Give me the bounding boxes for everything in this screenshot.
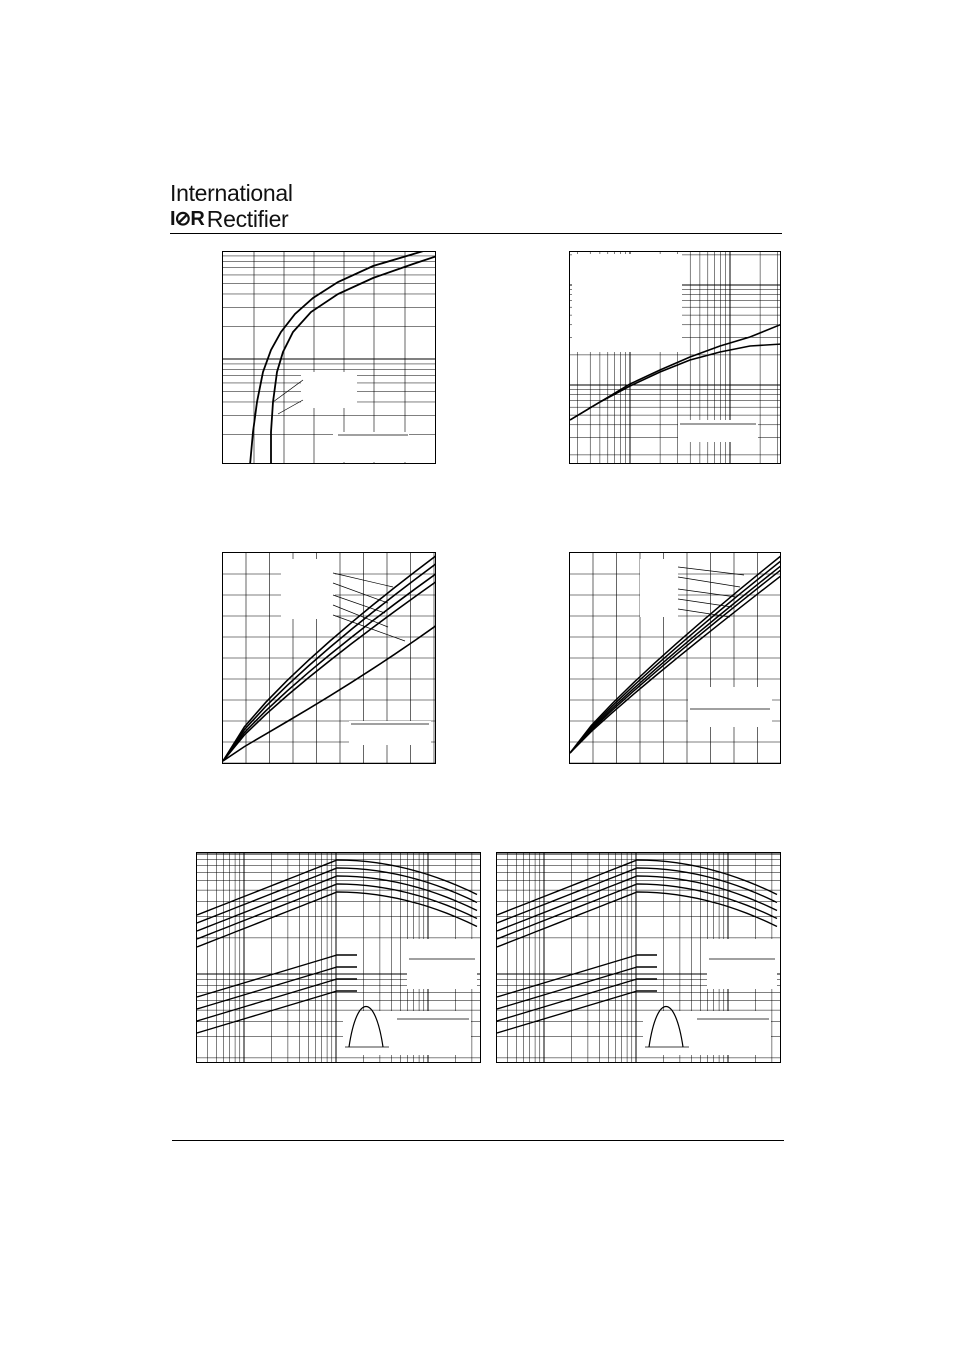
label-box: [688, 687, 772, 727]
chart-4: [569, 552, 781, 764]
chart-2-plot: [570, 252, 781, 464]
leader-line: [333, 595, 385, 613]
curve-6: [197, 955, 357, 997]
label-box: [407, 939, 477, 989]
label-box: [301, 372, 357, 408]
chart-5: [196, 852, 481, 1063]
leader-line: [273, 380, 303, 402]
chart-1: [222, 251, 436, 464]
label-box: [349, 721, 431, 745]
label-box: [707, 939, 777, 989]
curve-b: [570, 344, 781, 420]
label-box: [281, 559, 335, 619]
leader-line: [333, 583, 388, 603]
label-box: [643, 1011, 771, 1055]
chart-4-plot: [570, 553, 781, 764]
brand-international: International: [170, 180, 293, 206]
label-box: [333, 432, 409, 462]
chart-6: [496, 852, 781, 1063]
footer-rule: [172, 1140, 784, 1141]
leader-line: [333, 573, 393, 587]
label-box: [640, 559, 678, 617]
chart-6-plot: [497, 853, 781, 1063]
chart-5-plot: [197, 853, 481, 1063]
chart-3: [222, 552, 436, 764]
header-rule: [170, 233, 782, 234]
curve-6: [497, 955, 657, 997]
chart-2: [569, 251, 781, 464]
label-box: [678, 420, 758, 442]
label-box: [572, 254, 682, 352]
brand-rectifier: Rectifier: [206, 206, 289, 232]
brand-row: [170, 206, 288, 232]
chart-1-plot: [223, 252, 436, 464]
chart-3-plot: [223, 553, 436, 764]
label-box: [343, 1011, 471, 1055]
ir-logo-icon: I⊘R: [170, 208, 204, 230]
